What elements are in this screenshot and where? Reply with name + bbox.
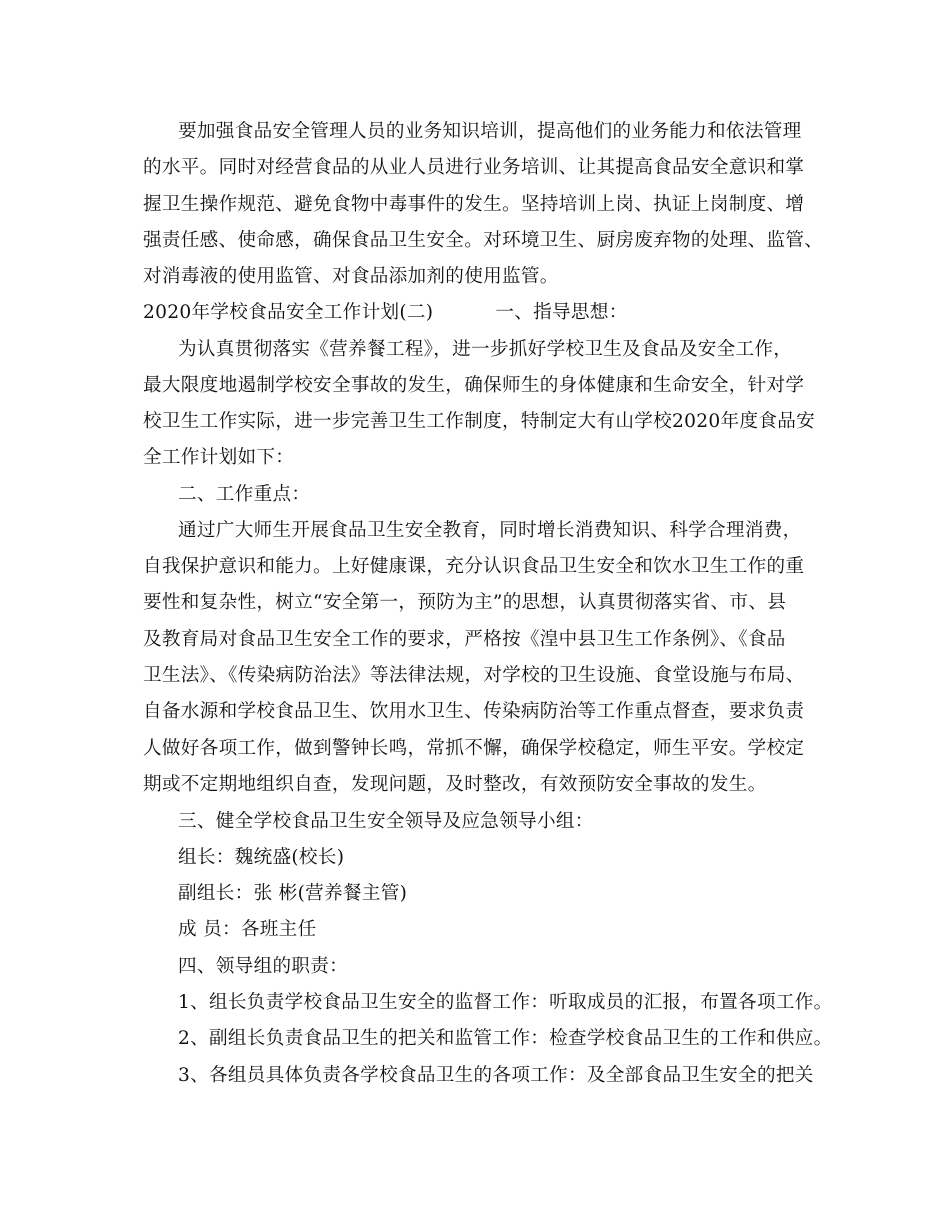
duty-item-1: 1、组长负责学校食品卫生安全的监督工作：听取成员的汇报，布置各项工作。 bbox=[178, 992, 833, 1013]
duty-item-2: 2、副组长负责食品卫生的把关和监管工作：检查学校食品卫生的工作和供应。 bbox=[178, 1028, 833, 1049]
focus-line-1: 通过广大师生开展食品卫生安全教育，同时增长消费知识、科学合理消费， bbox=[178, 520, 802, 541]
guiding-line-4: 全工作计划如下： bbox=[143, 447, 295, 468]
section1-heading: 一、指导思想： bbox=[495, 302, 628, 323]
section3-heading: 三、健全学校食品卫生安全领导及应急领导小组： bbox=[178, 811, 594, 832]
group-deputy: 副组长：张 彬(营养餐主管) bbox=[178, 883, 408, 904]
intro-line-3: 握卫生操作规范、避免食物中毒事件的发生。坚持培训上岗、执证上岗制度、增 bbox=[143, 194, 805, 215]
section2-heading: 二、工作重点： bbox=[178, 484, 311, 505]
plan-title-line bbox=[143, 301, 628, 325]
intro-line-5: 对消毒液的使用监管、对食品添加剂的使用监管。 bbox=[143, 266, 559, 287]
focus-line-5: 卫生法》、《传染病防治法》等法律法规，对学校的卫生设施、食堂设施与布局、 bbox=[143, 665, 805, 686]
focus-line-2: 自我保护意识和能力。上好健康课，充分认识食品卫生安全和饮水卫生工作的重 bbox=[143, 556, 805, 577]
focus-line-4: 及教育局对食品卫生安全工作的要求，严格按《湟中县卫生工作条例》、《食品 bbox=[143, 629, 786, 650]
group-members: 成 员：各班主任 bbox=[178, 919, 317, 940]
focus-line-6: 自备水源和学校食品卫生、饮用水卫生、传染病防治等工作重点督查，要求负责 bbox=[143, 701, 805, 722]
intro-line-4: 强责任感、使命感，确保食品卫生安全。对环境卫生、厨房废弃物的处理、监管、 bbox=[143, 230, 824, 251]
guiding-line-3: 校卫生工作实际，进一步完善卫生工作制度，特制定大有山学校2020年度食品安 bbox=[143, 411, 816, 432]
focus-line-8: 期或不定期地组织自查，发现问题，及时整改，有效预防安全事故的发生。 bbox=[143, 774, 767, 795]
intro-line-2: 的水平。同时对经营食品的从业人员进行业务培训、让其提高食品安全意识和掌 bbox=[143, 157, 805, 178]
duty-item-3: 3、各组员具体负责各学校食品卫生的各项工作：及全部食品卫生安全的把关 bbox=[178, 1065, 814, 1086]
group-leader: 组长：魏统盛(校长) bbox=[178, 847, 345, 868]
section4-heading: 四、领导组的职责： bbox=[178, 956, 349, 977]
guiding-line-1: 为认真贯彻落实《营养餐工程》，进一步抓好学校卫生及食品及安全工作， bbox=[178, 339, 793, 360]
focus-line-7: 人做好各项工作，做到警钟长鸣，常抓不懈，确保学校稳定，师生平安。学校定 bbox=[143, 738, 805, 759]
guiding-line-2: 最大限度地遏制学校安全事故的发生，确保师生的身体健康和生命安全，针对学 bbox=[143, 375, 805, 396]
focus-line-3: 要性和复杂性，树立“安全第一，预防为主”的思想，认真贯彻落实省、市、县 bbox=[143, 592, 787, 613]
plan-title: 2020年学校食品安全工作计划(二) bbox=[143, 302, 434, 323]
intro-line-1: 要加强食品安全管理人员的业务知识培训，提高他们的业务能力和依法管理 bbox=[178, 121, 802, 142]
